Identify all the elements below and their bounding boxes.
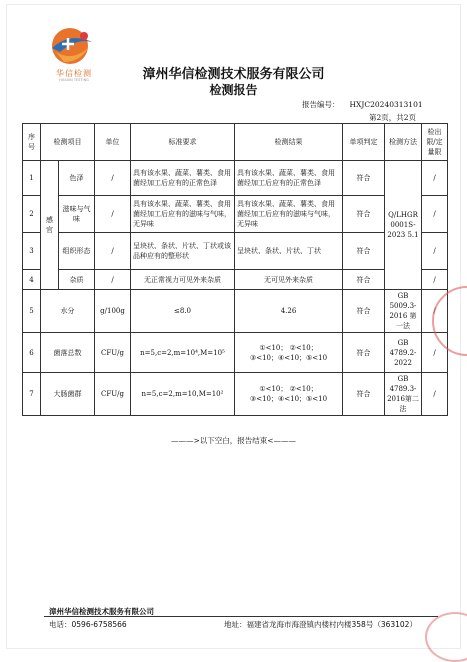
- header-limit: 检出限/定量限: [422, 124, 448, 161]
- row-result: [235, 333, 343, 373]
- row-item: 色泽: [59, 161, 95, 196]
- footer-phone: 电话：0596-6758566: [49, 620, 127, 629]
- table-row: [23, 233, 448, 270]
- row-unit: g/100g: [95, 290, 131, 333]
- row-no: 5: [23, 290, 41, 333]
- row-judgment: 符合: [343, 373, 385, 416]
- row-standard: 具有该水果、蔬菜、薯类、食用菌经加工后应有的正常色泽: [131, 161, 235, 196]
- row-item: 大肠菌群: [41, 373, 95, 416]
- row-result: 具有该水果、蔬菜、薯类、食用菌经加工后应有的正常色泽: [235, 161, 343, 196]
- row-judgment: 符合: [343, 233, 385, 270]
- row-standard: n=5,c=2,m=10,M=10²: [131, 373, 235, 416]
- row-result: 4.26: [235, 290, 343, 333]
- row-item: 菌落总数: [41, 333, 95, 373]
- report-number: [302, 99, 423, 110]
- row-limit: /: [422, 373, 448, 416]
- document-title: 检测报告: [209, 83, 258, 97]
- row-item: 组织形态: [59, 233, 95, 270]
- row-limit: /: [422, 161, 448, 196]
- row-item: 滋味与气味: [59, 196, 95, 233]
- header-unit: 单位: [95, 124, 131, 161]
- row-standard: 无正常视力可见外来杂质: [131, 270, 235, 290]
- row-limit: /: [422, 333, 448, 373]
- logo-cn: 华信检测: [56, 69, 92, 78]
- row-item: 杂质: [59, 270, 95, 290]
- row-result-line1: ①<10； ②<10；: [259, 343, 318, 352]
- row-no: 6: [23, 333, 41, 373]
- table-row: [23, 161, 448, 196]
- row-judgment: 符合: [343, 161, 385, 196]
- row-standard: ≤8.0: [131, 290, 235, 333]
- row-limit: /: [422, 233, 448, 270]
- row-unit: CFU/g: [95, 333, 131, 373]
- page-info: 第2页，共2页: [369, 113, 417, 122]
- row-no: 7: [23, 373, 41, 416]
- row-judgment: 符合: [343, 270, 385, 290]
- row-result: [235, 373, 343, 416]
- header-seq: 序号: [23, 124, 41, 161]
- row-no: 2: [23, 196, 41, 233]
- header-result: 检测结果: [235, 124, 343, 161]
- header-method: 检测方法: [385, 124, 422, 161]
- row-no: 3: [23, 233, 41, 270]
- row-method: GB 4789.2-2022: [385, 333, 422, 373]
- company-title: 漳州华信检测技术服务有限公司: [142, 67, 325, 82]
- row-item: 水分: [41, 290, 95, 333]
- row-result: 呈块状、条状、片状、丁状: [235, 233, 343, 270]
- row-limit: /: [422, 196, 448, 233]
- row-judgment: 符合: [343, 290, 385, 333]
- table-header-row: [23, 124, 448, 161]
- row-result: 无可见外来杂质: [235, 270, 343, 290]
- table-row: [23, 333, 448, 373]
- header-judgment: 单项判定: [343, 124, 385, 161]
- row-limit: /: [422, 270, 448, 290]
- row-no: 4: [23, 270, 41, 290]
- header-item: 检测项目: [41, 124, 95, 161]
- header-standard: 标准要求: [131, 124, 235, 161]
- row-no: 1: [23, 161, 41, 196]
- row-result-line2: ③<10；④<10；⑤<10: [249, 353, 328, 362]
- row-method: GB 4789.3-2016第二法: [385, 373, 422, 416]
- row-unit: /: [95, 196, 131, 233]
- row-unit: /: [95, 233, 131, 270]
- row-result: 具有该水果、蔬菜、薯类、食用菌经加工后应有的滋味与气味，无异味: [235, 196, 343, 233]
- test-results-table: [22, 123, 448, 416]
- row-result-line2: ③<10；④<10；⑤<10: [249, 395, 328, 403]
- row-standard: 具有该水果、蔬菜、薯类、食用菌经加工后应有的滋味与气味，无异味: [131, 196, 235, 233]
- report-number-label: 报告编号：: [302, 100, 340, 109]
- row-unit: /: [95, 161, 131, 196]
- row-unit: CFU/g: [95, 373, 131, 416]
- table-row: [23, 196, 448, 233]
- row-judgment: 符合: [343, 196, 385, 233]
- row-standard: 呈块状、条状、片状、丁状或该品种应有的整形状: [131, 233, 235, 270]
- row-result-line1: ①<10； ②<10；: [259, 385, 318, 393]
- footer-divider: [44, 616, 438, 617]
- row-standard: n=5,c=2,m=10⁴,M=10⁵: [131, 333, 235, 373]
- table-row: [23, 373, 448, 416]
- end-of-report-note: ———>以下空白，报告结束<———: [170, 436, 297, 445]
- table-row: [23, 270, 448, 290]
- row-limit: /: [422, 290, 448, 333]
- report-number-value: HXJC20240313101: [349, 100, 423, 109]
- row-unit: /: [95, 270, 131, 290]
- row-method: GB 5009.3-2016 第一法: [385, 290, 422, 333]
- row-judgment: 符合: [343, 333, 385, 373]
- sensory-method: Q/LHGR 0001S-2023 5.1: [385, 161, 422, 290]
- footer-company: 漳州华信检测技术服务有限公司: [49, 607, 154, 616]
- footer-address: 地址：福建省龙海市海澄镇内楼村内楼358号（363102）: [224, 620, 417, 629]
- sensory-group: 感官: [41, 161, 59, 290]
- table-row: [23, 290, 448, 333]
- logo-en: HUAXIN TESTING: [59, 78, 89, 82]
